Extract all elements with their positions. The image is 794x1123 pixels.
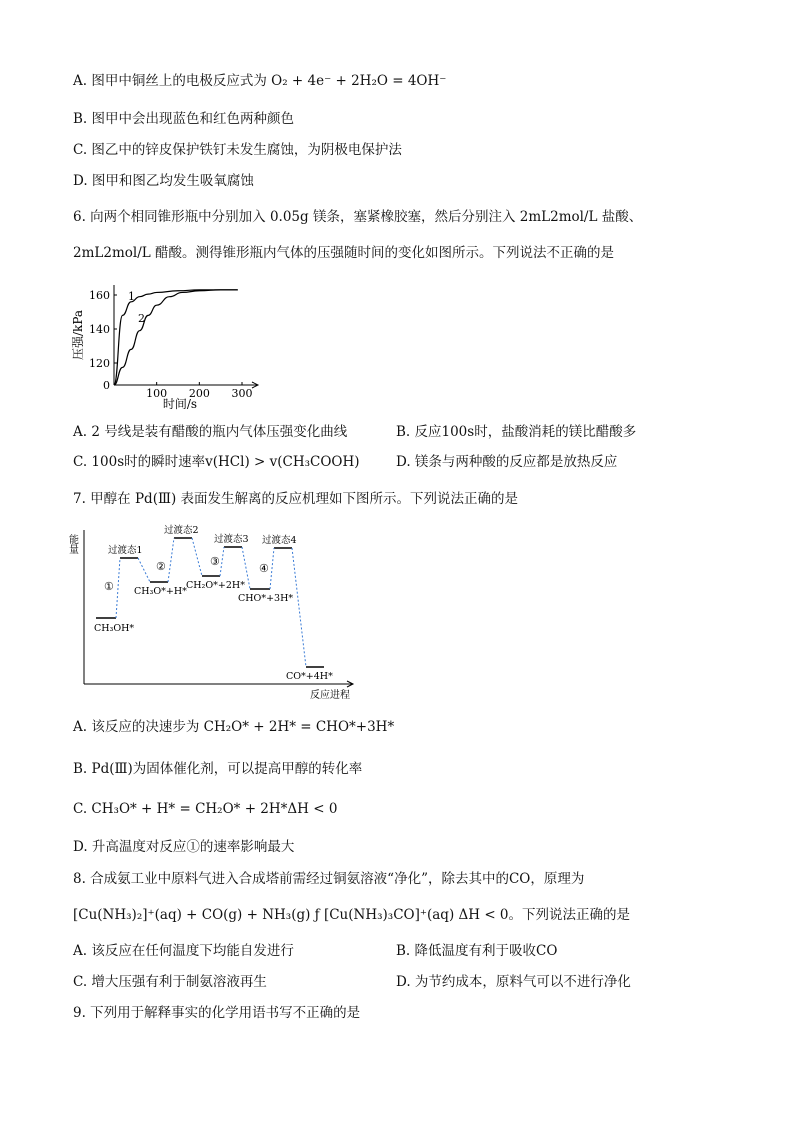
- q5-option-d: D. 图甲和图乙均发生吸氧腐蚀: [73, 173, 254, 189]
- series-line-2: [114, 290, 238, 385]
- q7-option-b: B. Pd(Ⅲ)为固体催化剂，可以提高甲醇的转化率: [73, 761, 363, 777]
- q9-stem: 9. 下列用于解释事实的化学用语书写不正确的是: [73, 1005, 361, 1021]
- q8-option-c: C. 增大压强有利于制氨溶液再生: [73, 974, 267, 990]
- ts1-label: 过渡态1: [108, 545, 143, 556]
- x-axis-label: 时间/s: [162, 397, 198, 411]
- connector: [168, 538, 174, 582]
- energy-diagram: [66, 520, 362, 702]
- ts4-label: 过渡态4: [262, 535, 297, 546]
- pressure-chart: [72, 280, 272, 415]
- species-ch2o: CH₂O*+2H*: [186, 580, 245, 591]
- step-2: ②: [156, 560, 166, 573]
- series-label-1: 1: [128, 290, 135, 303]
- series-label-2: 2: [138, 312, 145, 325]
- ts3-label: 过渡态3: [214, 534, 249, 545]
- q7-option-c: C. CH₃O* + H* = CH₂O* + 2H*ΔH < 0: [73, 801, 338, 817]
- step-4: ④: [259, 562, 269, 575]
- species-ch3oh: CH₃OH*: [94, 623, 135, 634]
- x-axis-label: 反应进程: [310, 690, 350, 701]
- connector: [270, 548, 274, 589]
- q5-option-b: B. 图甲中会出现蓝色和红色两种颜色: [73, 111, 295, 127]
- y-axis-label: 压强/kPa: [71, 309, 85, 361]
- q6-option-b: B. 反应100s时，盐酸消耗的镁比醋酸多: [396, 424, 637, 440]
- q6-stem-line1: 6. 向两个相同锥形瓶中分别加入 0.05g 镁条，塞紧橡胶塞，然后分别注入 2mL2mol/L 盐酸、: [73, 209, 643, 225]
- step-1: ①: [104, 580, 114, 593]
- y-tick-label: 160: [89, 289, 110, 302]
- q8-option-d: D. 为节约成本，原料气可以不进行净化: [396, 974, 631, 990]
- q5-option-c: C. 图乙中的锌皮保护铁钉未发生腐蚀，为阴极电保护法: [73, 142, 402, 158]
- q6-option-c: C. 100s时的瞬时速率v(HCl) > v(CH₃COOH): [73, 454, 360, 470]
- y-tick-label: 140: [89, 323, 110, 336]
- species-cho: CHO*+3H*: [238, 593, 294, 604]
- y-tick-label: 120: [89, 357, 110, 370]
- y-tick-label: 0: [103, 379, 110, 392]
- q8-option-a: A. 该反应在任何温度下均能自发进行: [73, 943, 294, 959]
- connector: [138, 558, 150, 582]
- q8-stem-line2: [Cu(NH₃)₂]⁺(aq) + CO(g) + NH₃(g) ƒ [Cu(NH₃)₃CO]⁺(aq) ΔH < 0。下列说法正确的是: [73, 907, 631, 923]
- q6-option-a: A. 2 号线是装有醋酸的瓶内气体压强变化曲线: [73, 424, 348, 440]
- y-axis-label: 能量: [66, 534, 78, 554]
- x-tick-label: 100: [146, 387, 168, 400]
- q7-option-a: A. 该反应的决速步为 CH₂O* + 2H* = CHO*+3H*: [73, 719, 395, 735]
- x-tick-label: 300: [231, 387, 253, 400]
- q6-option-d: D. 镁条与两种酸的反应都是放热反应: [396, 454, 618, 470]
- x-tick-label: 200: [188, 387, 210, 400]
- connector: [292, 548, 306, 667]
- ts2-label: 过渡态2: [164, 525, 199, 536]
- q7-stem: 7. 甲醇在 Pd(Ⅲ) 表面发生解离的反应机理如下图所示。下列说法正确的是: [73, 491, 519, 507]
- species-ch3o: CH₃O*+H*: [134, 586, 187, 597]
- connector: [192, 538, 202, 576]
- step-3: ③: [210, 555, 220, 568]
- connector: [220, 547, 224, 576]
- q6-stem-line2: 2mL2mol/L 醋酸。测得锥形瓶内气体的压强随时间的变化如图所示。下列说法不正确的是: [73, 245, 614, 261]
- q7-option-d: D. 升高温度对反应①的速率影响最大: [73, 839, 295, 855]
- connector: [116, 558, 120, 618]
- series-line-1: [114, 290, 238, 385]
- q5-option-a: A. 图甲中铜丝上的电极反应式为 O₂ + 4e⁻ + 2H₂O = 4OH⁻: [73, 73, 447, 89]
- species-co: CO*+4H*: [286, 671, 333, 682]
- q8-stem-line1: 8. 合成氨工业中原料气进入合成塔前需经过铜氨溶液“净化”，除去其中的CO，原理为: [73, 871, 585, 887]
- q8-option-b: B. 降低温度有利于吸收CO: [396, 943, 558, 959]
